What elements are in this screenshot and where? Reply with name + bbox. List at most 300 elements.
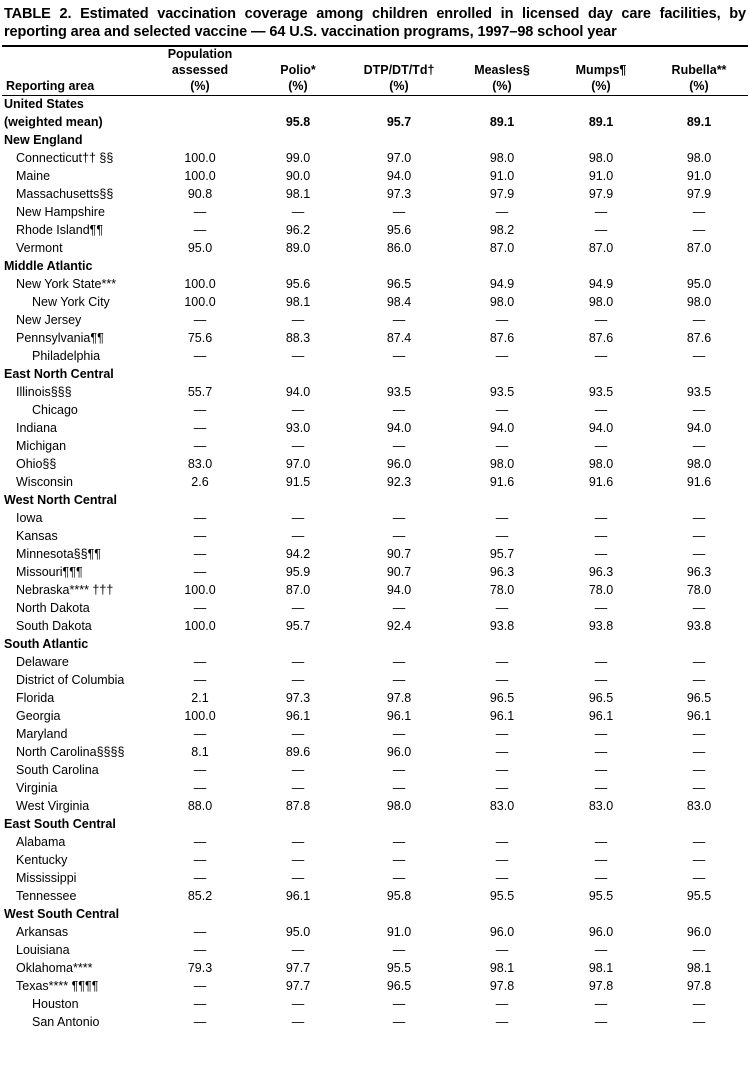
row-rubella-value: — [692,763,706,778]
row-rubella-value: — [692,871,706,886]
row-dtp-value: 98.0 [386,799,412,814]
row-rubella-value: 91.6 [686,475,712,490]
row-measles-value: 78.0 [489,583,515,598]
row-mumps-value: 87.0 [588,241,614,256]
table-title: TABLE 2. Estimated vaccination coverage among children enrolled in licensed day care facilities, by reporting area and selected vaccine — 64 U.S. vaccination programs, 1997–98 school year [4,6,746,40]
row-area-label: New York State*** [16,277,117,292]
row-dtp-value [346,132,452,150]
row-area-label: New England [4,133,83,148]
row-measles-value: — [495,439,509,454]
row-area-label: District of Columbia [16,673,125,688]
row-rubella-value: — [692,997,706,1012]
row-dtp-value [346,492,452,510]
row-mumps-value: 83.0 [588,799,614,814]
row-mumps-value: — [594,655,608,670]
row-rubella-value: 95.0 [686,277,712,292]
row-rubella-value [650,95,748,114]
row-mumps-value [552,366,650,384]
row-dtp-value: — [392,727,406,742]
table-row [2,564,748,582]
table-row [2,312,748,330]
table-row [2,726,748,744]
row-mumps-value: 96.0 [588,925,614,940]
table-row [2,510,748,528]
header-reporting-area: Reporting area [2,79,150,95]
table-row [2,348,748,366]
row-population-value: — [193,871,207,886]
row-area-label: New Hampshire [16,205,105,220]
row-area-label: West South Central [4,907,120,922]
row-rubella-value [650,492,748,510]
row-rubella-value: 93.8 [686,619,712,634]
row-polio-value: 97.0 [285,457,311,472]
row-polio-value: — [291,673,305,688]
row-area-label: San Antonio [32,1015,100,1030]
table-row [2,672,748,690]
row-mumps-value: 94.9 [588,277,614,292]
row-dtp-value: 90.7 [386,547,412,562]
row-measles-value: 97.9 [489,187,515,202]
row-mumps-value: — [594,943,608,958]
row-dtp-value: — [392,1015,406,1030]
table-row [2,168,748,186]
header-row-top [2,46,748,63]
row-area-label: East South Central [4,817,116,832]
row-population-value: 2.1 [191,691,209,706]
row-dtp-value: — [392,853,406,868]
row-rubella-value: 98.0 [686,457,712,472]
table-row [2,780,748,798]
row-area-label: Chicago [32,403,78,418]
row-measles-value: 98.0 [489,151,515,166]
row-area-label: North Carolina§§§§ [16,745,125,760]
row-polio-value: 93.0 [285,421,311,436]
row-dtp-value: 96.0 [386,457,412,472]
row-mumps-value: 95.5 [588,889,614,904]
row-polio-value: — [291,781,305,796]
header-blank-measles-1 [452,46,552,63]
row-polio-value: — [291,655,305,670]
row-mumps-value [552,95,650,114]
header-blank-area-2 [2,63,150,79]
row-mumps-value: — [594,529,608,544]
row-polio-value: 88.3 [285,331,311,346]
header-row-middle [2,63,748,79]
row-area-label: Vermont [16,241,63,256]
row-area-label: North Dakota [16,601,90,616]
table-row [2,888,748,906]
table-row [2,924,748,942]
row-area-label: Florida [16,691,55,706]
row-rubella-value [650,636,748,654]
row-population-value: 100.0 [184,583,216,598]
row-rubella-value: 87.6 [686,331,712,346]
row-measles-value [452,366,552,384]
row-population-value: 83.0 [187,457,213,472]
row-measles-value: 87.6 [489,331,515,346]
row-dtp-value [346,258,452,276]
row-mumps-value: — [594,745,608,760]
header-population-line1: Population [167,47,233,62]
row-rubella-value: 98.1 [686,961,712,976]
row-dtp-value: 97.8 [386,691,412,706]
row-dtp-value: 95.7 [386,115,412,130]
row-polio-value: — [291,997,305,1012]
row-polio-value [250,258,346,276]
row-area-label: Philadelphia [32,349,101,364]
header-blank-mumps-1 [552,46,650,63]
row-measles-value: 95.7 [489,547,515,562]
row-polio-value: — [291,853,305,868]
row-population-value: — [193,655,207,670]
row-mumps-value [552,492,650,510]
row-population-value: — [193,763,207,778]
table-row [2,492,748,510]
table-row [2,132,748,150]
row-measles-value: 97.8 [489,979,515,994]
row-polio-value: — [291,1015,305,1030]
table-row [2,420,748,438]
row-dtp-value: — [392,763,406,778]
row-mumps-value: — [594,601,608,616]
row-polio-value: 97.7 [285,979,311,994]
table-row [2,384,748,402]
row-area-label: East North Central [4,367,114,382]
row-population-value: 75.6 [187,331,213,346]
row-mumps-value: 94.0 [588,421,614,436]
row-dtp-value: 90.7 [386,565,412,580]
row-area-label: Houston [32,997,79,1012]
row-polio-value: — [291,439,305,454]
row-polio-value: — [291,205,305,220]
header-mumps-name: Mumps¶ [575,63,627,78]
row-rubella-value: 97.8 [686,979,712,994]
table-row [2,438,748,456]
row-dtp-value: — [392,511,406,526]
table-row [2,798,748,816]
row-mumps-value: — [594,673,608,688]
row-measles-value: 98.1 [489,961,515,976]
row-dtp-value [346,366,452,384]
row-polio-value [250,95,346,114]
row-population-value: — [193,313,207,328]
table-row [2,528,748,546]
row-rubella-value: — [692,439,706,454]
table-body [2,95,748,1032]
row-population-value: 85.2 [187,889,213,904]
row-dtp-value: — [392,313,406,328]
row-measles-value: — [495,655,509,670]
row-dtp-value: 93.5 [386,385,412,400]
row-dtp-value: — [392,349,406,364]
row-area-label: Pennsylvania¶¶ [16,331,104,346]
row-population-value: — [193,925,207,940]
row-polio-value: — [291,943,305,958]
row-rubella-value [650,906,748,924]
table-row [2,204,748,222]
row-area-label: Middle Atlantic [4,259,93,274]
header-blank-polio-1 [250,46,346,63]
row-population-value [150,366,250,384]
row-mumps-value [552,816,650,834]
row-population-value: 8.1 [191,745,209,760]
row-rubella-value: — [692,655,706,670]
row-rubella-value: — [692,673,706,688]
table-row [2,114,748,132]
table-row [2,690,748,708]
row-population-value: — [193,781,207,796]
row-mumps-value: — [594,1015,608,1030]
header-blank-area [2,46,150,63]
row-rubella-value: — [692,547,706,562]
row-population-value: — [193,565,207,580]
header-population-line2: assessed [171,63,229,78]
table-row [2,95,748,114]
row-population-value: — [193,349,207,364]
row-area-label: Indiana [16,421,58,436]
row-area-label: Michigan [16,439,67,454]
row-rubella-value [650,132,748,150]
row-population-value: — [193,601,207,616]
row-dtp-value: — [392,403,406,418]
row-mumps-value [552,906,650,924]
row-dtp-value: 94.0 [386,583,412,598]
row-population-value: — [193,997,207,1012]
row-measles-value: 98.2 [489,223,515,238]
row-polio-value: 97.7 [285,961,311,976]
row-area-label: Kansas [16,529,58,544]
row-measles-value: — [495,745,509,760]
row-area-label: Virginia [16,781,58,796]
row-rubella-value: 91.0 [686,169,712,184]
row-area-label: Massachusetts§§ [16,187,114,202]
row-measles-value [452,258,552,276]
row-polio-value: — [291,871,305,886]
row-mumps-value: 89.1 [588,115,614,130]
table-row [2,546,748,564]
row-rubella-value: — [692,1015,706,1030]
header-polio-unit: (%) [250,79,346,95]
row-measles-value: 91.6 [489,475,515,490]
header-rubella-name: Rubella** [671,63,727,78]
row-dtp-value: 86.0 [386,241,412,256]
row-dtp-value: 92.3 [386,475,412,490]
row-rubella-value: 94.0 [686,421,712,436]
row-measles-value: — [495,763,509,778]
row-polio-value: 96.1 [285,709,311,724]
row-rubella-value: — [692,529,706,544]
table-row [2,582,748,600]
row-area-label: South Atlantic [4,637,89,652]
row-area-label: Missouri¶¶¶ [16,565,83,580]
row-area-label: Arkansas [16,925,69,940]
row-mumps-value [552,258,650,276]
row-population-value: — [193,835,207,850]
row-polio-value [250,492,346,510]
row-population-value [150,816,250,834]
row-rubella-value: 96.3 [686,565,712,580]
row-polio-value: 89.0 [285,241,311,256]
row-area-label: Delaware [16,655,69,670]
row-area-label: Illinois§§§ [16,385,72,400]
row-measles-value: 98.0 [489,457,515,472]
row-population-value: 55.7 [187,385,213,400]
table-row [2,600,748,618]
row-polio-value: 95.6 [285,277,311,292]
row-mumps-value: 93.5 [588,385,614,400]
row-measles-value: — [495,205,509,220]
row-rubella-value: 89.1 [686,115,712,130]
row-population-value: — [193,943,207,958]
row-dtp-value: 98.4 [386,295,412,310]
row-polio-value: — [291,835,305,850]
row-mumps-value [552,636,650,654]
row-population-value: — [193,439,207,454]
row-rubella-value: 96.1 [686,709,712,724]
row-rubella-value: 97.9 [686,187,712,202]
table-row [2,456,748,474]
row-polio-value: 96.1 [285,889,311,904]
table-row [2,474,748,492]
row-population-value: 79.3 [187,961,213,976]
row-dtp-value: 94.0 [386,421,412,436]
row-mumps-value: — [594,223,608,238]
row-measles-value: — [495,601,509,616]
row-area-label: Iowa [16,511,43,526]
row-area-label: Georgia [16,709,61,724]
row-dtp-value: 96.5 [386,979,412,994]
row-dtp-value: — [392,439,406,454]
header-mumps-unit: (%) [552,79,650,95]
table-row [2,654,748,672]
row-polio-value: 87.8 [285,799,311,814]
row-dtp-value: 94.0 [386,169,412,184]
table-row [2,942,748,960]
row-dtp-value: 96.0 [386,745,412,760]
row-population-value: — [193,403,207,418]
row-dtp-value: — [392,529,406,544]
table-row [2,816,748,834]
table-row [2,852,748,870]
row-polio-value: — [291,349,305,364]
row-population-value: — [193,547,207,562]
row-dtp-value: 97.3 [386,187,412,202]
row-mumps-value: — [594,403,608,418]
table-row [2,222,748,240]
row-polio-value: 96.2 [285,223,311,238]
row-area-label: Louisiana [16,943,70,958]
row-rubella-value: — [692,943,706,958]
row-dtp-value: — [392,655,406,670]
row-rubella-value: — [692,727,706,742]
row-mumps-value: — [594,997,608,1012]
row-rubella-value: 93.5 [686,385,712,400]
row-mumps-value: — [594,205,608,220]
row-dtp-value: — [392,997,406,1012]
row-dtp-value [346,636,452,654]
row-dtp-value: — [392,601,406,616]
header-measles-name: Measles§ [474,63,530,78]
row-mumps-value: — [594,835,608,850]
row-mumps-value: 96.1 [588,709,614,724]
row-population-value: 100.0 [184,151,216,166]
row-mumps-value: — [594,781,608,796]
row-population-value: 100.0 [184,709,216,724]
row-measles-value: 96.0 [489,925,515,940]
row-measles-value: — [495,511,509,526]
row-rubella-value: — [692,223,706,238]
row-polio-value: 95.9 [285,565,311,580]
row-mumps-value: 87.6 [588,331,614,346]
row-dtp-value: — [392,673,406,688]
row-rubella-value: 98.0 [686,295,712,310]
row-population-value [150,132,250,150]
row-polio-value: — [291,763,305,778]
row-area-label: Alabama [16,835,66,850]
row-polio-value: 90.0 [285,169,311,184]
row-measles-value: — [495,871,509,886]
table-row [2,276,748,294]
row-population-value: 100.0 [184,619,216,634]
row-population-value [150,95,250,114]
row-dtp-value: 96.1 [386,709,412,724]
row-population-value: — [193,205,207,220]
row-dtp-value [346,906,452,924]
row-measles-value: — [495,727,509,742]
row-area-label: Wisconsin [16,475,73,490]
row-measles-value: — [495,403,509,418]
row-population-value: — [193,1015,207,1030]
row-polio-value: 91.5 [285,475,311,490]
row-mumps-value: 93.8 [588,619,614,634]
row-rubella-value: 78.0 [686,583,712,598]
row-rubella-value: — [692,781,706,796]
row-measles-value: 96.1 [489,709,515,724]
row-area-label: United States [4,97,84,112]
row-measles-value: — [495,349,509,364]
row-measles-value: 93.5 [489,385,515,400]
row-rubella-value: — [692,853,706,868]
row-dtp-value: — [392,835,406,850]
row-measles-value: 95.5 [489,889,515,904]
row-mumps-value: 91.0 [588,169,614,184]
row-area-label: Oklahoma**** [16,961,93,976]
row-rubella-value: 83.0 [686,799,712,814]
row-dtp-value [346,816,452,834]
table-row [2,618,748,636]
row-dtp-value: 95.5 [386,961,412,976]
row-dtp-value: — [392,205,406,220]
row-population-value: 88.0 [187,799,213,814]
row-rubella-value: 87.0 [686,241,712,256]
row-population-value: — [193,727,207,742]
row-measles-value [452,636,552,654]
row-population-value [150,906,250,924]
header-blank-dtp-1 [346,46,452,63]
row-population-value [150,636,250,654]
row-measles-value: — [495,313,509,328]
row-polio-value [250,636,346,654]
header-rubella-unit: (%) [650,79,748,95]
row-dtp-value: 87.4 [386,331,412,346]
row-polio-value: — [291,529,305,544]
row-measles-value [452,132,552,150]
row-mumps-value: — [594,313,608,328]
row-polio-value: — [291,511,305,526]
row-rubella-value: — [692,835,706,850]
table-row [2,978,748,996]
row-population-value: — [193,853,207,868]
